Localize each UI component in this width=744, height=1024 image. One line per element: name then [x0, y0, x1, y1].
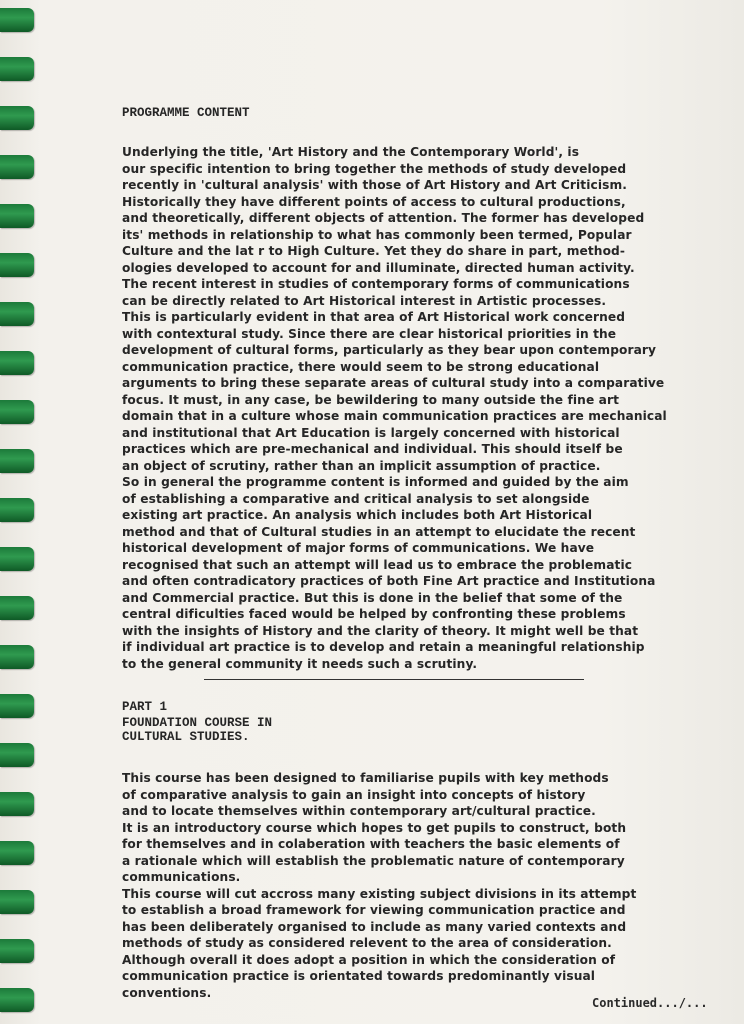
spiral-binding — [0, 0, 40, 1024]
binding-coil — [0, 155, 34, 179]
foundation-course-line: communications. — [122, 870, 241, 884]
foundation-course-line: of comparative analysis to gain an insight into concepts of history — [122, 787, 586, 802]
binding-coil — [0, 106, 34, 130]
binding-coil — [0, 988, 34, 1012]
binding-coil — [0, 596, 34, 620]
continued-marker: Continued.../... — [592, 996, 708, 1010]
foundation-course-line: methods of study as considered relevent to the area of consideration. — [122, 936, 612, 950]
programme-content-line: with the insights of History and the clarity of theory. It might well be that — [122, 623, 639, 638]
programme-content-line: arguments to bring these separate areas of cultural study into a comparative — [122, 376, 665, 390]
programme-content-line: This is particularly evident in that area of Art Historical work concerned — [122, 310, 626, 324]
binding-coil — [0, 841, 34, 865]
part-title-line-2: CULTURAL STUDIES. — [122, 730, 250, 744]
programme-content-line: recently in 'cultural analysis' with those of Art History and Art Criticism. — [122, 178, 627, 192]
programme-content-heading: PROGRAMME CONTENT — [122, 106, 250, 120]
programme-content-line: its' methods in relationship to what has commonly been termed, Popular — [122, 227, 632, 242]
binding-coil — [0, 694, 34, 718]
foundation-course-paragraph — [122, 770, 702, 1001]
programme-content-line: communication practice, there would seem to be strong educational — [122, 359, 600, 374]
programme-content-line: of establishing a comparative and critical analysis to set alongside — [122, 491, 590, 506]
programme-content-line: and often contradicatory practices of both Fine Art practice and Institutiona — [122, 574, 656, 588]
binding-coil — [0, 547, 34, 571]
programme-content-line: can be directly related to Art Historical interest in Artistic processes. — [122, 293, 607, 308]
programme-content-line: existing art practice. An analysis which includes both Art Historical — [122, 508, 593, 522]
programme-content-line: focus. It must, in any case, be bewildering to many outside the fine art — [122, 392, 620, 407]
programme-content-line: Culture and the lat r to High Culture. Yet they do share in part, method- — [122, 244, 626, 258]
foundation-course-line: Although overall it does adopt a position in which the consideration of — [122, 952, 616, 967]
programme-content-line: with contextural study. Since there are clear historical priorities in the — [122, 326, 617, 341]
binding-coil — [0, 939, 34, 963]
programme-content-line: recognised that such an attempt will lead us to embrace the problematic — [122, 557, 633, 572]
binding-coil — [0, 204, 34, 228]
programme-content-line: development of cultural forms, particularly as they bear upon contemporary — [122, 343, 657, 357]
binding-coil — [0, 253, 34, 277]
programme-content-line: The recent interest in studies of contemporary forms of communications — [122, 277, 630, 291]
binding-coil — [0, 792, 34, 816]
foundation-course-line: communication practice is orientated towards predominantly visual — [122, 969, 596, 983]
binding-coil — [0, 890, 34, 914]
programme-content-paragraph — [122, 144, 702, 672]
section-divider — [204, 679, 584, 680]
foundation-course-line: has been deliberately organised to include as many varied contexts and — [122, 919, 627, 934]
page-body — [122, 106, 702, 1001]
binding-coil — [0, 302, 34, 326]
foundation-course-line: to establish a broad framework for viewing communication practice and — [122, 903, 626, 917]
programme-content-line: and Commercial practice. But this is done in the belief that some of the — [122, 590, 623, 605]
programme-content-line: So in general the programme content is informed and guided by the aim — [122, 475, 629, 489]
foundation-course-line: for themselves and in colaberation with teachers the basic elements of — [122, 837, 620, 851]
programme-content-line: and theoretically, different objects of attention. The former has developed — [122, 211, 645, 225]
programme-content-line: and institutional that Art Education is largely concerned with historical — [122, 425, 620, 440]
part-label: PART 1 — [122, 700, 168, 714]
programme-content-line: central dificulties faced would be helped by confronting these problems — [122, 607, 626, 621]
binding-coil — [0, 351, 34, 375]
programme-content-line: domain that in a culture whose main communication practices are mechanical — [122, 409, 667, 423]
binding-coil — [0, 57, 34, 81]
programme-content-line: practices which are pre-mechanical and individual. This should itself be — [122, 442, 623, 456]
foundation-course-line: a rationale which will establish the problematic nature of contemporary — [122, 853, 625, 868]
binding-coil — [0, 645, 34, 669]
foundation-course-line: This course has been designed to familiarise pupils with key methods — [122, 771, 609, 785]
binding-coil — [0, 8, 34, 32]
programme-content-line: method and that of Cultural studies in an attempt to elucidate the recent — [122, 524, 636, 539]
programme-content-line: historical development of major forms of communications. We have — [122, 541, 595, 555]
foundation-course-line: This course will cut accross many existing subject divisions in its attempt — [122, 886, 637, 901]
programme-content-line: an object of scrutiny, rather than an implicit assumption of practice. — [122, 458, 601, 473]
programme-content-line: if individual art practice is to develop and retain a meaningful relationship — [122, 640, 645, 654]
programme-content-line: Historically they have different points of access to cultural productions, — [122, 194, 626, 209]
part-title-line-1: FOUNDATION COURSE IN — [122, 716, 273, 730]
programme-content-line: our specific intention to bring together the methods of study developed — [122, 161, 627, 176]
programme-content-line: to the general community it needs such a scrutiny. — [122, 656, 478, 671]
foundation-course-line: It is an introductory course which hopes to get pupils to construct, both — [122, 820, 627, 835]
binding-coil — [0, 498, 34, 522]
binding-coil — [0, 449, 34, 473]
binding-coil — [0, 400, 34, 424]
foundation-course-line: and to locate themselves within contemporary art/cultural practice. — [122, 804, 596, 818]
programme-content-line: Underlying the title, 'Art History and the Contemporary World', is — [122, 145, 580, 159]
binding-coil — [0, 743, 34, 767]
programme-content-line: ologies developed to account for and illuminate, directed human activity. — [122, 260, 635, 275]
foundation-course-line: conventions. — [122, 985, 212, 1000]
